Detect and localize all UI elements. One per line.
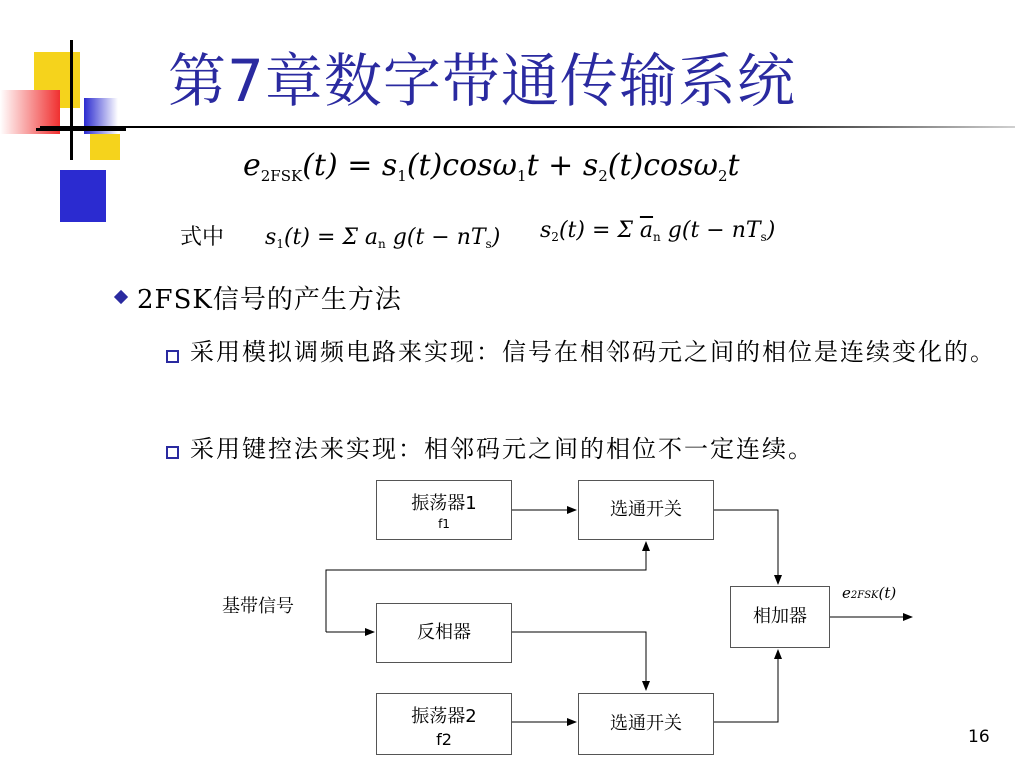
inverter-label: 反相器	[417, 622, 471, 643]
formula-s2: s2(t) = Σ $\overline{a}n$ g(t − nTs)	[540, 218, 776, 244]
switch-1-label: 选通开关	[610, 499, 682, 520]
bullet-main: 2FSK信号的产生方法	[137, 285, 402, 315]
adder-label: 相加器	[753, 606, 807, 627]
sub-bullet-2: 采用键控法来实现：相邻码元之间的相位不一定连续。	[190, 435, 814, 463]
output-signal-label: e2FSK(t)	[842, 584, 897, 602]
oscillator-1-freq: f1	[438, 517, 450, 531]
inverter-box	[376, 603, 512, 663]
slide-title: 第7章数字带通传输系统	[168, 47, 796, 115]
formula-where-label: 式中	[180, 225, 225, 250]
baseband-signal-label: 基带信号	[222, 596, 294, 617]
sub-bullet-1: 采用模拟调频电路来实现：信号在相邻码元之间的相位是连续变化的。	[190, 338, 996, 366]
oscillator-2-label: 振荡器2	[411, 706, 477, 727]
formula-s1: 式中 s1(t) = Σ an g(t − nTs)	[180, 225, 501, 251]
switch-1-box	[578, 480, 714, 540]
page-number: 16	[968, 727, 990, 747]
switch-2-label: 选通开关	[610, 713, 682, 734]
adder-box	[730, 586, 830, 648]
oscillator-2-freq: f2	[436, 730, 452, 749]
oscillator-1-label: 振荡器1	[411, 493, 477, 514]
switch-2-box	[578, 693, 714, 755]
oscillator-2-box	[376, 693, 512, 755]
oscillator-1-box	[376, 480, 512, 540]
formula-main: $e_{2FSK}(t) = s_1(t)\cos\omega_1t + s_2(t)\cos\omega_2t$	[243, 148, 740, 185]
